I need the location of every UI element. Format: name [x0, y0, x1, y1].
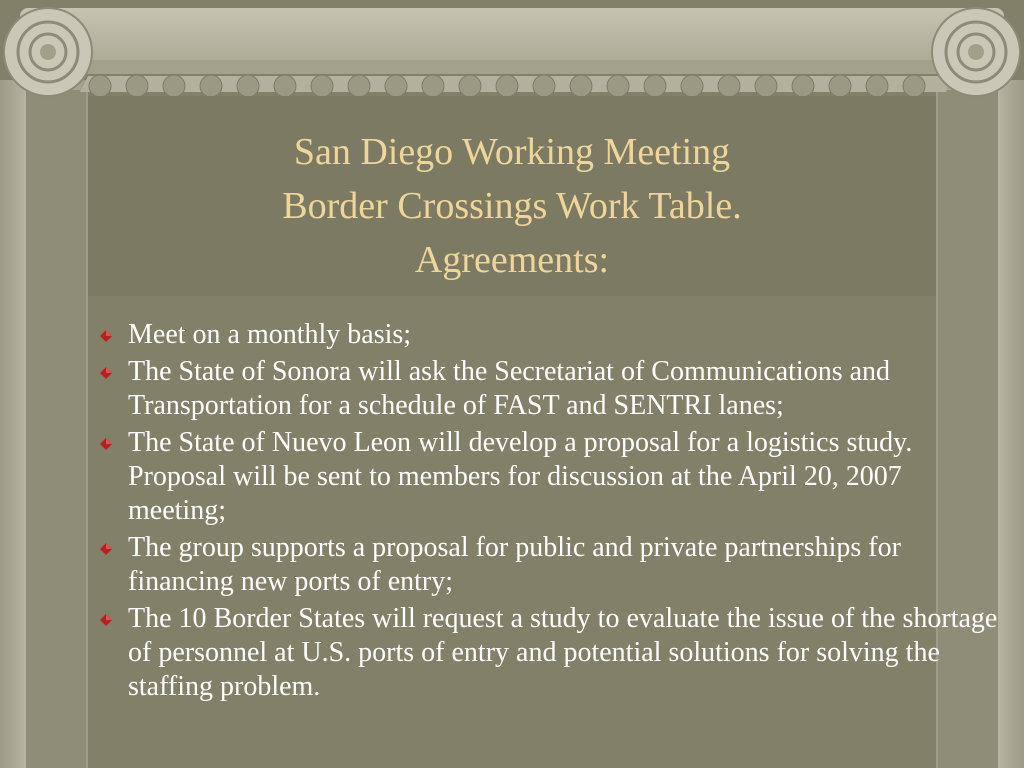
list-item [100, 531, 1000, 599]
list-item [100, 318, 1000, 352]
diamond-bullet-icon [100, 330, 112, 342]
diamond-bullet-icon [100, 543, 112, 555]
left-volute [4, 8, 92, 96]
list-item-text: Meet on a monthly basis; [128, 319, 412, 350]
list-item [100, 426, 1000, 528]
slide-title [100, 125, 924, 287]
diamond-bullet-icon [100, 438, 112, 450]
list-item-text: The 10 Border States will request a study to evaluate the issue of the shortage of personnel at U.S. ports of entry and potential solutions for solving the staffing problem. [128, 603, 998, 702]
title-line-2: Border Crossings Work Table. [282, 185, 742, 227]
list-item [100, 355, 1000, 423]
list-item-text: The group supports a proposal for public and private partnerships for financing new ports of entry; [128, 532, 901, 597]
agreements-list [100, 318, 1000, 707]
diamond-bullet-icon [100, 367, 112, 379]
diamond-bullet-icon [100, 614, 112, 626]
list-item [100, 602, 1000, 704]
title-line-1: San Diego Working Meeting [293, 131, 731, 173]
capital-slab [20, 8, 1004, 68]
title-line-3: Agreements: [414, 239, 610, 281]
right-volute [932, 8, 1020, 96]
list-item-text: The State of Nuevo Leon will develop a proposal for a logistics study. Proposal will be sent to members for discussion at the April 20, 2007 meeting; [128, 427, 913, 526]
list-item-text: The State of Sonora will ask the Secretariat of Communications and Transportation for a schedule of FAST and SENTRI lanes; [128, 356, 891, 421]
